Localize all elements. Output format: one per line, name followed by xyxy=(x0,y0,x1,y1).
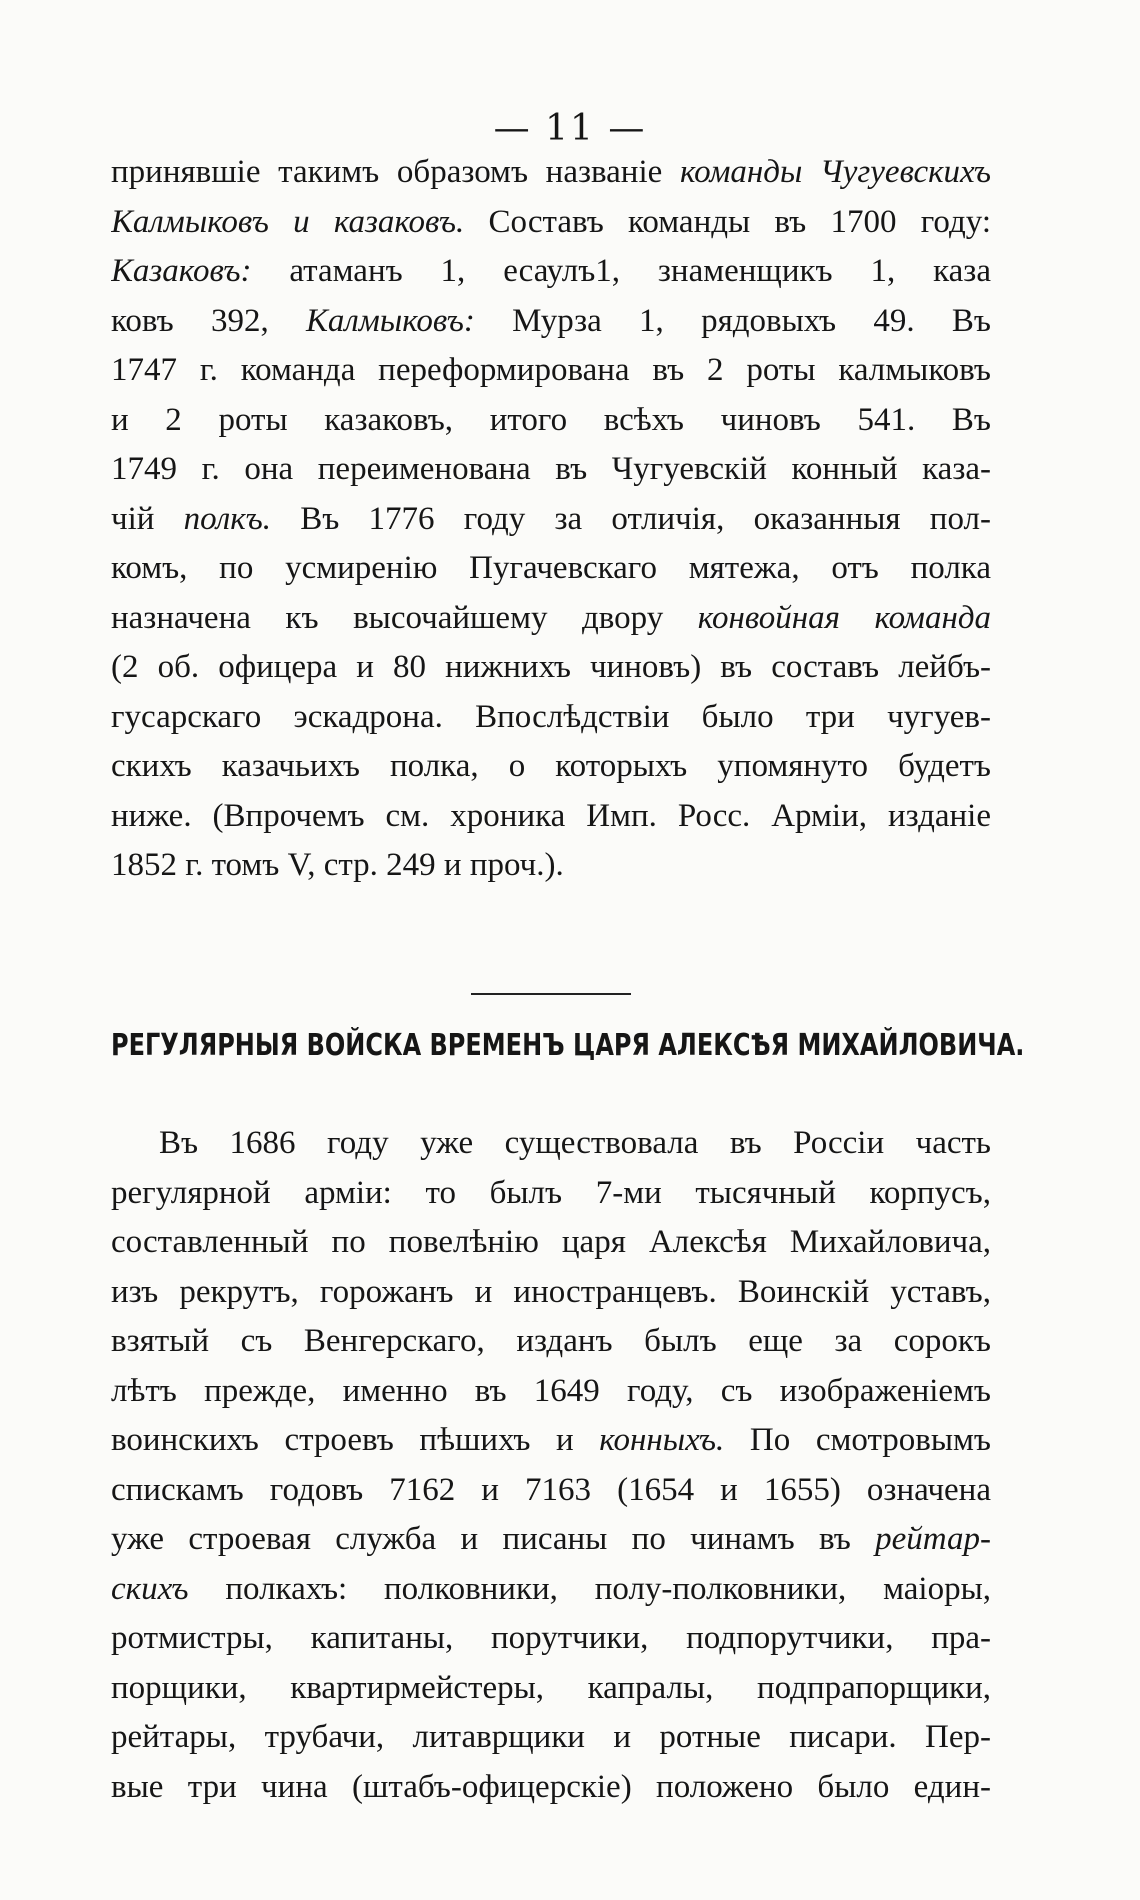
text-line xyxy=(111,1466,991,1516)
text-line xyxy=(111,1515,991,1565)
italic-span: Калмыковъ: xyxy=(305,302,475,339)
text-line xyxy=(111,693,991,743)
text-span: 1747 г. команда переформирована въ 2 роты калмыковъ xyxy=(111,352,991,388)
italic-span: скихъ xyxy=(111,1570,189,1607)
text-span: Мурза 1, рядовыхъ 49. Въ xyxy=(474,302,991,339)
text-span: Въ 1776 году за отличія, оказанныя пол- xyxy=(271,500,991,537)
text-span: уже строевая служба и писаны по чинамъ въ xyxy=(111,1521,876,1557)
text-span: лѣтъ прежде, именно въ 1649 году, съ изображеніемъ xyxy=(111,1372,991,1409)
text-line xyxy=(111,544,991,594)
text-span: спискамъ годовъ 7162 и 7163 (1654 и 1655) означена xyxy=(111,1471,991,1508)
text-line xyxy=(111,1664,991,1714)
text-span: принявшіе такимъ образомъ названіе xyxy=(111,154,680,190)
text-span: рейтары, трубачи, литаврщики и ротные писари. Пер- xyxy=(111,1719,991,1755)
text-line xyxy=(111,742,991,792)
text-span: Въ 1686 году уже существовала въ Россіи часть xyxy=(159,1125,991,1161)
text-line xyxy=(111,841,991,891)
text-span: взятый съ Венгерскаго, изданъ былъ еще за сорокъ xyxy=(111,1323,991,1359)
text-line xyxy=(111,643,991,693)
text-span: По смотровымъ xyxy=(724,1422,991,1458)
section-heading: РЕГУЛЯРНЫЯ ВОЙСКА ВРЕМЕНЪ ЦАРЯ АЛЕКСѢЯ МИХАЙЛОВИЧА. xyxy=(111,1028,1025,1063)
text-span: (2 об. офицера и 80 нижнихъ чиновъ) въ составъ лейбъ- xyxy=(111,649,991,685)
text-span: 1749 г. она переименована въ Чугуевскій конный каза- xyxy=(111,451,991,487)
text-line xyxy=(111,1416,991,1466)
text-span: гусарскаго эскадрона. Впослѣдствіи было три чугуев- xyxy=(111,698,991,735)
text-span: полкахъ: полковники, полу-полковники, маіоры, xyxy=(188,1570,991,1607)
text-span: скихъ казачьихъ полка, о которыхъ упомянуто будетъ xyxy=(111,748,991,784)
text-line xyxy=(111,1119,991,1169)
text-span: комъ, по усмиренію Пугачевскаго мятежа, отъ полка xyxy=(111,550,991,586)
text-span: воинскихъ строевъ пѣшихъ и xyxy=(111,1422,600,1458)
text-line xyxy=(111,297,991,347)
text-line xyxy=(111,1565,991,1615)
text-line xyxy=(111,1268,991,1318)
section-divider xyxy=(471,993,631,995)
italic-span: конныхъ. xyxy=(599,1422,725,1458)
text-span: атаманъ 1, есаулъ1, знаменщикъ 1, каза xyxy=(251,253,991,289)
page-number: — 11 — xyxy=(493,108,647,149)
text-line xyxy=(111,792,991,842)
text-span: и 2 роты казаковъ, итого всѣхъ чиновъ 541. Въ xyxy=(111,401,991,438)
text-span: 1852 г. томъ V, стр. 249 и проч.). xyxy=(111,847,564,883)
text-span: изъ рекрутъ, горожанъ и иностранцевъ. Воинскій уставъ, xyxy=(111,1273,991,1310)
text-span: ротмистры, капитаны, порутчики, подпорутчики, пра- xyxy=(111,1620,991,1656)
text-line xyxy=(111,1614,991,1664)
italic-span: Калмыковъ и казаковъ. xyxy=(111,203,465,240)
text-line xyxy=(111,148,991,198)
text-line xyxy=(111,247,991,297)
text-line xyxy=(111,1218,991,1268)
paragraph-2 xyxy=(111,1119,991,1812)
text-line xyxy=(111,1763,991,1813)
text-line xyxy=(111,445,991,495)
text-line xyxy=(111,1713,991,1763)
text-line xyxy=(111,198,991,248)
italic-span: конвойная команда xyxy=(697,599,991,636)
text-span: ниже. (Впрочемъ см. хроника Имп. Росс. Арміи, изданіе xyxy=(111,797,991,834)
paragraph-1 xyxy=(111,148,991,891)
text-span: регулярной арміи: то былъ 7-ми тысячный корпусъ, xyxy=(111,1174,991,1211)
text-line xyxy=(111,346,991,396)
italic-span: рейтар- xyxy=(875,1521,991,1557)
text-span: составленный по повелѣнію царя Алексѣя Михайловича, xyxy=(111,1224,991,1260)
text-span: ковъ 392, xyxy=(111,302,306,339)
text-line xyxy=(111,1317,991,1367)
text-span: вые три чина (штабъ-офицерскіе) положено было един- xyxy=(111,1768,991,1805)
text-line xyxy=(111,396,991,446)
italic-span: Казаковъ: xyxy=(111,253,252,289)
text-line xyxy=(111,495,991,545)
text-line xyxy=(111,1367,991,1417)
italic-span: команды Чугуевскихъ xyxy=(679,154,991,190)
text-span: назначена къ высочайшему двору xyxy=(111,599,698,636)
text-line xyxy=(111,1169,991,1219)
text-span: порщики, квартирмейстеры, капралы, подпрапорщики, xyxy=(111,1669,991,1706)
italic-span: полкъ. xyxy=(183,500,272,537)
text-span: Составъ команды въ 1700 году: xyxy=(464,203,991,240)
text-line xyxy=(111,594,991,644)
text-span: чій xyxy=(111,500,184,537)
